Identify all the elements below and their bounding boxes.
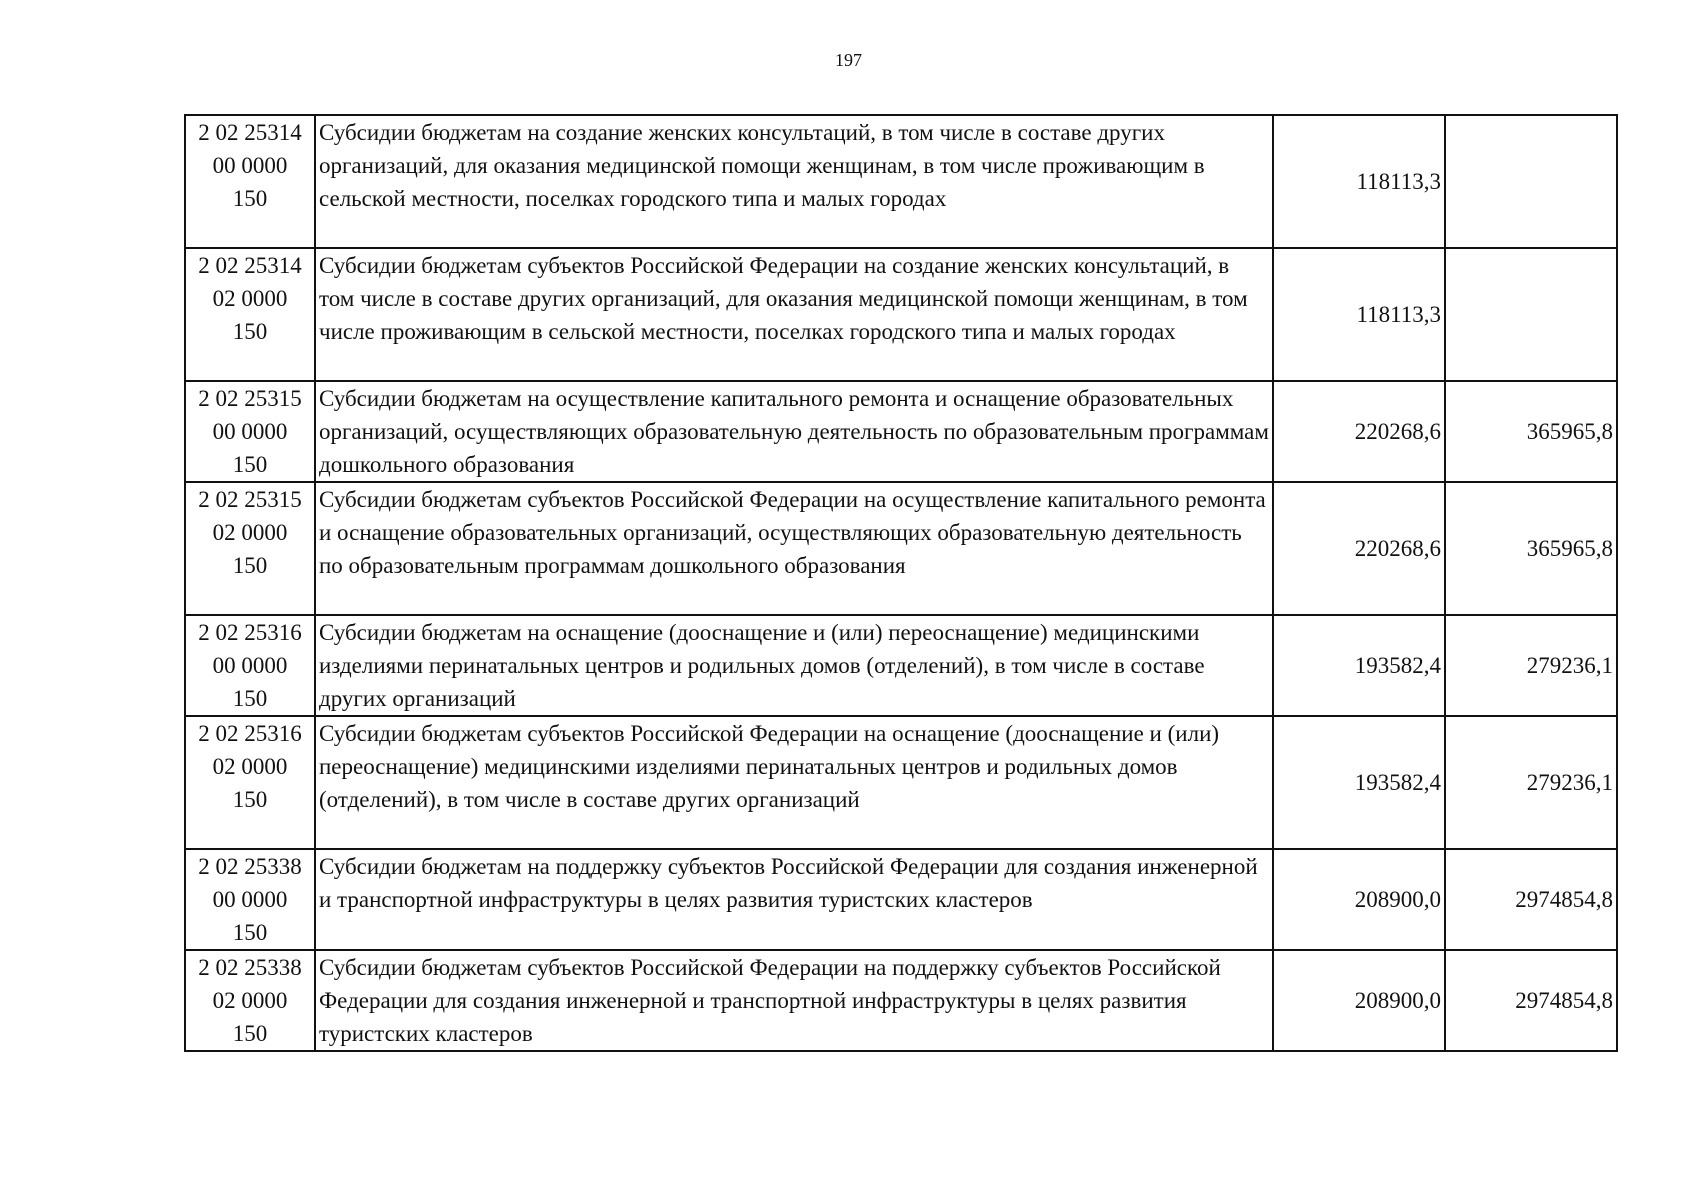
budget-code-line: 00 0000 (212, 153, 288, 178)
value-1-cell: 193582,4 (1273, 716, 1445, 849)
budget-code-line: 2 02 25314 (198, 120, 302, 145)
description-cell: Субсидии бюджетам субъектов Российской Федерации на оснащение (дооснащение и (или) переоснащение) медицинскими изделиями перинатальных центров и родильных домов (отделений), в том числе в составе других организаций (315, 716, 1273, 849)
table-row (185, 482, 1617, 615)
table-row (185, 615, 1617, 716)
value-2-cell: 2974854,8 (1445, 950, 1617, 1051)
page-number: 197 (835, 50, 862, 70)
budget-code-cell (185, 381, 315, 482)
value-2-cell: 279236,1 (1445, 716, 1617, 849)
budget-code-line: 00 0000 (212, 887, 288, 912)
value-2-cell: 2974854,8 (1445, 849, 1617, 950)
table-row (185, 849, 1617, 950)
budget-code-line: 02 0000 (212, 988, 288, 1013)
description-cell: Субсидии бюджетам субъектов Российской Федерации на осуществление капитального ремонта и оснащение образовательных организаций, осуществляющих образовательную деятельность по образовательным программам дошкольного образования (315, 482, 1273, 615)
budget-code-line: 2 02 25315 (198, 386, 302, 411)
value-1-cell: 208900,0 (1273, 849, 1445, 950)
budget-code-line: 2 02 25315 (198, 487, 302, 512)
budget-code-line: 150 (232, 553, 268, 578)
budget-code-line: 150 (232, 1021, 268, 1046)
budget-code-cell (185, 248, 315, 381)
budget-code-cell (185, 482, 315, 615)
budget-code-cell (185, 716, 315, 849)
value-1-cell: 193582,4 (1273, 615, 1445, 716)
budget-code-line: 150 (232, 452, 268, 477)
budget-code-line: 00 0000 (212, 653, 288, 678)
value-2-cell: 365965,8 (1445, 482, 1617, 615)
budget-code-line: 2 02 25316 (198, 620, 302, 645)
value-1-cell: 208900,0 (1273, 950, 1445, 1051)
table-row (185, 115, 1617, 248)
budget-code-cell (185, 950, 315, 1051)
description-cell: Субсидии бюджетам на создание женских консультаций, в том числе в составе других организаций, для оказания медицинской помощи женщинам, в том числе проживающим в сельской местности, поселках городского типа и малых городах (315, 115, 1273, 248)
budget-code-line: 150 (232, 319, 268, 344)
budget-code-line: 02 0000 (212, 520, 288, 545)
table-row (185, 381, 1617, 482)
budget-code-line: 150 (232, 787, 268, 812)
value-1-cell: 118113,3 (1273, 248, 1445, 381)
budget-code-line: 2 02 25338 (198, 854, 302, 879)
value-2-cell: 365965,8 (1445, 381, 1617, 482)
budget-code-line: 2 02 25316 (198, 721, 302, 746)
value-2-cell (1445, 248, 1617, 381)
value-2-cell (1445, 115, 1617, 248)
value-1-cell: 118113,3 (1273, 115, 1445, 248)
budget-code-line: 150 (232, 186, 268, 211)
value-2-cell: 279236,1 (1445, 615, 1617, 716)
budget-code-line: 02 0000 (212, 286, 288, 311)
budget-code-cell (185, 615, 315, 716)
table-row (185, 950, 1617, 1051)
budget-code-cell (185, 849, 315, 950)
budget-code-line: 02 0000 (212, 754, 288, 779)
table-row (185, 248, 1617, 381)
table-row (185, 716, 1617, 849)
value-1-cell: 220268,6 (1273, 482, 1445, 615)
description-cell: Субсидии бюджетам субъектов Российской Федерации на поддержку субъектов Российской Федерации для создания инженерной и транспортной инфраструктуры в целях развития туристских кластеров (315, 950, 1273, 1051)
description-cell: Субсидии бюджетам на оснащение (дооснащение и (или) переоснащение) медицинскими изделиями перинатальных центров и родильных домов (отделений), в том числе в составе других организаций (315, 615, 1273, 716)
description-cell: Субсидии бюджетам на поддержку субъектов Российской Федерации для создания инженерной и транспортной инфраструктуры в целях развития туристских кластеров (315, 849, 1273, 950)
budget-code-line: 2 02 25314 (198, 253, 302, 278)
budget-table (184, 114, 1618, 1052)
budget-code-line: 150 (232, 920, 268, 945)
budget-code-line: 150 (232, 686, 268, 711)
description-cell: Субсидии бюджетам субъектов Российской Федерации на создание женских консультаций, в том числе в составе других организаций, для оказания медицинской помощи женщинам, в том числе проживающим в сельской местности, поселках городского типа и малых городах (315, 248, 1273, 381)
budget-code-line: 2 02 25338 (198, 955, 302, 980)
budget-code-cell (185, 115, 315, 248)
value-1-cell: 220268,6 (1273, 381, 1445, 482)
budget-code-line: 00 0000 (212, 419, 288, 444)
description-cell: Субсидии бюджетам на осуществление капитального ремонта и оснащение образовательных организаций, осуществляющих образовательную деятельность по образовательным программам дошкольного образования (315, 381, 1273, 482)
